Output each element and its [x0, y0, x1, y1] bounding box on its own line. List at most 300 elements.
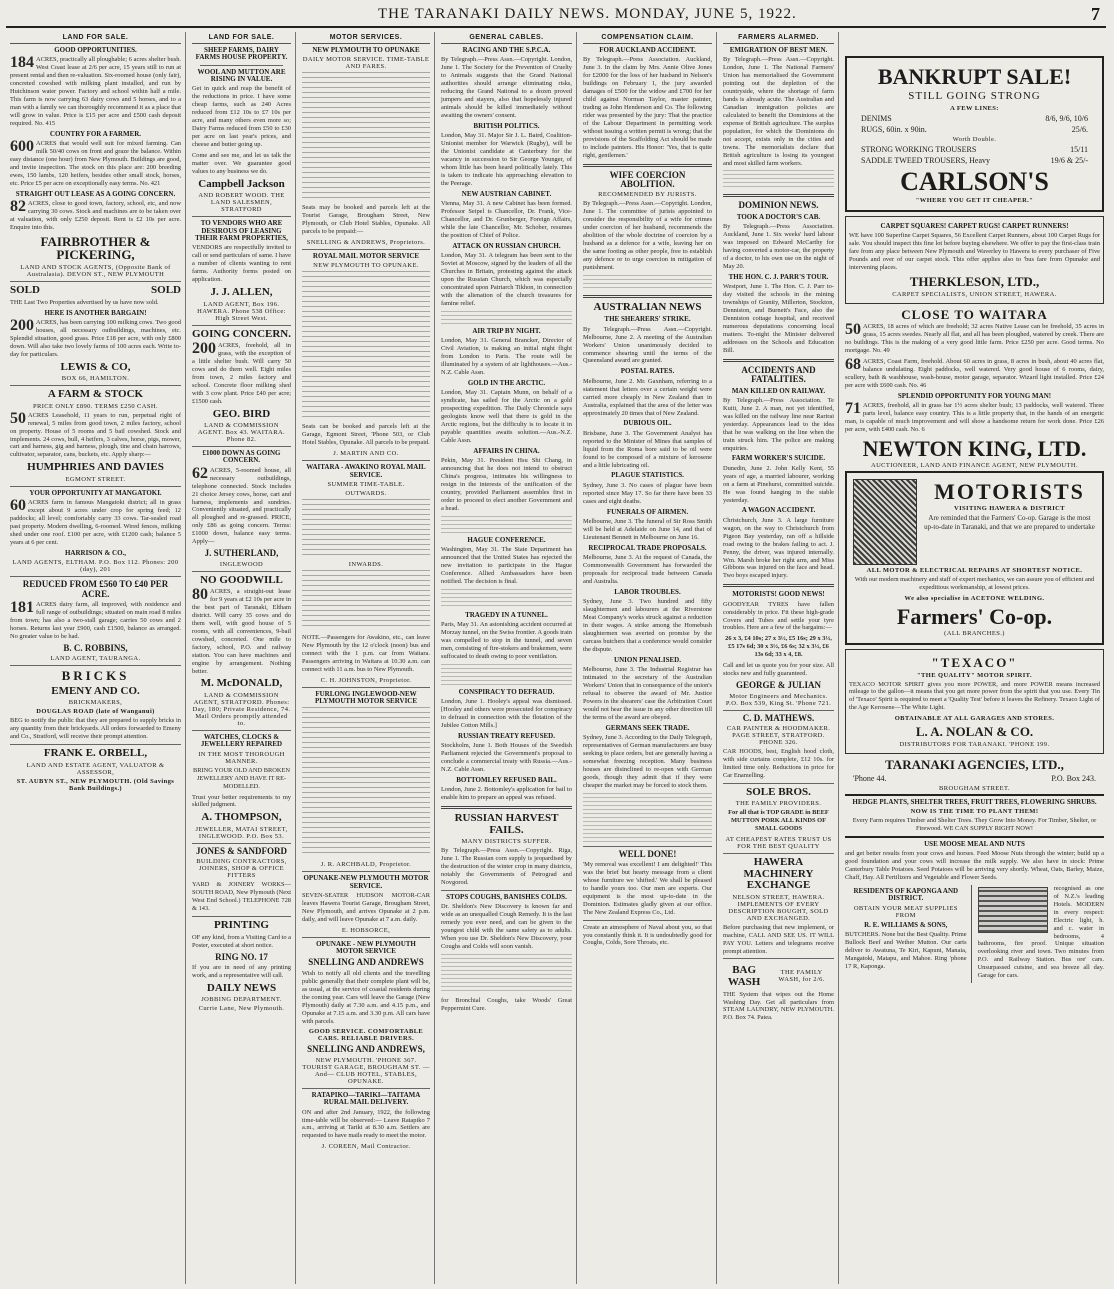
proprietor: J. R. ARCHBALD, Proprietor.: [320, 861, 412, 869]
divider: [302, 460, 430, 461]
page-number: 7: [1091, 4, 1100, 24]
divider: [192, 325, 291, 326]
ad-subheading: (ALL BRANCHES.): [944, 629, 1005, 637]
acreage-number: 68: [845, 356, 861, 373]
bottom-ads-row: [845, 885, 1104, 983]
article-text: By Telegraph.—Press Assn.—Copyright. London, June 1. The committee of jurists appointed to consider the responsibility of a wife for crimes under coercion of her husband, recommends the abolition of the whole doctrine of coercion by a husband as a defence for a wife, leaving her on the same footing as other people, free to establish any defence or to urge coercion in mitigation of punishment.: [583, 200, 712, 271]
agent-name: J. SUTHERLAND,: [204, 548, 279, 559]
ad-heading: MOTORISTS! GOOD NEWS!: [732, 590, 825, 599]
agent-name: HUMPHRIES AND DAVIES: [27, 461, 164, 474]
article-continuation: [583, 275, 712, 291]
price-note: Worth Double.: [952, 135, 997, 143]
ad-heading: STOPS COUGHS, BANISHES COLDS.: [446, 892, 567, 901]
agent-address: CAR PAINTER & HOODMAKER. PAGE STREET, STRATFORD. PHONE 326.: [726, 724, 831, 746]
article-text: Melbourne, June 3. At the request of Canada, the Commonwealth Government has forwarded the proposals for reciprocal trade between Canada and Australia.: [583, 554, 712, 585]
ad-text: NOTE.—Passengers for Awakino, etc., can leave New Plymouth by the 12 o'clock (noon) bus and connect with the 1 p.m. car from Waitara. Passengers arriving in Waitara at 10.30 a.m. can connect with 11 a.m. bus to New Plymouth.: [302, 633, 430, 673]
column-land-for-sale-2: [188, 32, 296, 1284]
article-heading: TOOK A DOCTOR'S CAB.: [736, 212, 821, 221]
article-text: By Telegraph.—Press Association. Te Kuiti, June 2. A man, not yet identified, was killed on the railway line near Rarirai yesterday. Appearances lead to the idea that he was walking on the line when the train struck him. The police are making enquiries.: [723, 396, 834, 452]
agent-name: A. THOMPSON,: [201, 811, 282, 824]
acreage-number: 600: [10, 138, 34, 156]
agent-name: SNELLING AND ANDREWS,: [307, 1044, 425, 1055]
article-heading: WIFE COERCION ABOLITION.: [609, 169, 686, 189]
ad-heading: YOUR OPPORTUNITY AT MANGATOKI.: [29, 488, 162, 497]
ad-text: 'My removal was excellent! I am delighted!' This was the brief but hearty message from a client whose furniture we 'shifted.' We shall be pleased to handle yours too. Our men are experts. Our equipment is the most up-to-date in the Dominion. Estimates gladly given at our office. The New Zealand Express Co., Ltd.: [583, 861, 712, 916]
agent-name: FAIRBROTHER & PICKERING,: [40, 233, 151, 263]
ad-text: THE System that wipes out the Home Washing Day. Get all particulars from STEAM LAUNDRY, NEW PLYMOUTH. P.O. Box 74. Patea.: [723, 990, 834, 1022]
ad-heading: GOOD OPPORTUNITIES.: [54, 46, 137, 54]
article-text: London, June 2. Bottomley's application for bail to enable him to prepare an appeal was refused.: [441, 786, 572, 802]
divider: [583, 295, 712, 298]
divider: [10, 665, 181, 666]
article-text: Washington, May 31. The State Department has announced that the United States has rejected the new invitation to participate in the Hague Conference. Allied Ambassadors have been notified. The decision is final.: [441, 545, 572, 585]
ad-heading: SNELLING AND ANDREWS: [308, 957, 424, 968]
agent-address: LAND AGENT, Box 196. HAWERA. Phone 538 Office: High Street West.: [197, 300, 286, 322]
agent-address: DISTRIBUTORS FOR TARANAKI. 'PHONE 199.: [899, 740, 1050, 748]
article-text: Sydney, June 3. According to the Daily Telegraph, representatives of German manufacturers are busy seeking to place orders, but are generally having a somewhat freezing reception. Many business houses are disinclined to re-open with German goods, though they admit that if they were cheaper the market may be forced to stock them.: [583, 734, 712, 789]
ad-heading: GOING CONCERN.: [192, 327, 292, 340]
ad-heading: "TEXACO": [931, 654, 1018, 670]
ad-subheading: SUMMER TIME-TABLE.: [327, 480, 405, 488]
ad-heading: HEDGE PLANTS, SHELTER TREES, FRUIT TREES, FLOWERING SHRUBS.: [852, 797, 1097, 806]
acreage-number: 50: [10, 409, 26, 427]
article-heading: NEW AUSTRIAN CABINET.: [461, 189, 552, 198]
divider: [10, 486, 181, 487]
divider: [192, 216, 291, 217]
bag-wash-banner: [723, 962, 834, 990]
divider: [192, 916, 291, 917]
article-heading: A WAGON ACCIDENT.: [741, 506, 816, 515]
agent-trade: LAND AND ESTATE AGENT, VALUATOR & ASSESSOR,: [26, 761, 165, 776]
ad-heading: WOOL AND MUTTON ARE RISING IN VALUE.: [197, 67, 286, 84]
agent-name: M. McDONALD,: [200, 677, 283, 690]
ad-subheading: GOOD SERVICE. COMFORTABLE CARS. RELIABLE DRIVERS.: [308, 1028, 424, 1043]
divider: [723, 783, 834, 784]
article-heading: THE SHEARERS' STRIKE.: [604, 315, 691, 324]
divider: [583, 164, 712, 167]
article-text: Dunedin, June 2. John Kelly Kent, 55 years of age, a married labourer, working on a farm at Pinehurst, committed suicide. He was found hanging in the stable yesterday.: [723, 464, 834, 504]
ad-heading: RESIDENTS OF KAPONGA AND DISTRICT.: [853, 886, 959, 903]
article-heading: AFFAIRS IN CHINA.: [473, 446, 540, 455]
agent-address: INGLEWOOD: [219, 560, 264, 568]
column-compensation-australian: [579, 32, 717, 1284]
ad-heading: HERE IS ANOTHER BARGAIN!: [44, 308, 147, 317]
agent-name: C. D. MATHEWS.: [742, 712, 815, 723]
ad-heading: RING NO. 17: [215, 951, 268, 962]
agent-address: BOX 66, HAMILTON.: [61, 375, 130, 383]
ad-text: TEXACO MOTOR SPIRIT gives you more POWER, and more POWER means increased mileage to the gallon—it means that you get more power from the spirit that you use. Every Tin of 'Texaco' Spirit is required to meet a 'Quality Test' before it leaves the Refinery. Texaco Light of the Age Kerosene—The White Light.: [849, 680, 1100, 712]
article-heading: ATTACK ON RUSSIAN CHURCH.: [452, 241, 561, 250]
divider: [723, 958, 834, 959]
divider: [302, 1088, 430, 1089]
agent-trade: BUILDING CONTRACTORS, JOINERS, SHOP & OFFICE FITTERS: [196, 858, 287, 880]
article-heading: LABOR TROUBLES.: [614, 587, 681, 596]
ad-text: Get in quick and reap the benefit of the reductions in price. I have some cheap farms, such as 240 Acres reduced from £12 10s to £7 10s per acre, and many others even more so; Dairy Farms reduced from £50 to £30 per acre on last year's prices, and cheese and butter going up.: [192, 85, 291, 148]
article-continuation: [441, 664, 572, 686]
article-heading: RACING AND THE S.P.C.A.: [462, 46, 551, 54]
article-heading: UNION PENALISED.: [614, 655, 681, 664]
divider: [10, 576, 181, 577]
price-row: DENIMS 8/6, 9/6, 10/6: [861, 113, 1088, 123]
timetable: [302, 271, 430, 419]
agent-name: J. J. ALLEN,: [210, 285, 273, 298]
divider: [302, 249, 430, 250]
acreage-number: 200: [192, 340, 216, 358]
column-header: LAND FOR SALE.: [10, 32, 181, 44]
article-heading: DOMINION NEWS.: [738, 200, 819, 211]
agent-name: TARANAKI AGENCIES, LTD.,: [885, 756, 1064, 772]
ad-heading: NO GOODWILL: [200, 573, 283, 586]
newspaper-title: THE TARANAKI DAILY NEWS. MONDAY, JUNE 5, 1922.: [378, 6, 797, 22]
article-heading: TRAGEDY IN A TUNNEL.: [465, 610, 548, 619]
divider: [723, 194, 834, 197]
article-heading: RECIPROCAL TRADE PROPOSALS.: [588, 543, 707, 552]
agent-address: NEW PLYMOUTH. 'PHONE 367. TOURIST GARAGE, BROUGHAM ST. —And— CLUB HOTEL, STABLES, OPUNAKE.: [302, 1056, 430, 1085]
agent-name: LEWIS & CO,: [60, 360, 131, 373]
agent-name: Campbell Jackson: [198, 177, 285, 190]
column-header: COMPENSATION CLAIM.: [583, 32, 712, 44]
column-farmers-dominion: [719, 32, 839, 1284]
article-heading: FARM WORKER'S SUICIDE.: [731, 454, 826, 463]
article-heading: DUBIOUS OIL.: [623, 419, 672, 428]
article-heading: GERMANS SEEK TRADE.: [605, 723, 690, 732]
article-text: London, May 31. Captain Munn, on behalf of a syndicate, has sailed for the Arctic on a gold prospecting expedition. The Daily Chronicle says geologists know well that there is gold in the Arctic regions, but the difficulty is to locate it in payable quantities awaits solution.—Aus.-N.Z. Cable Assn.: [441, 389, 572, 444]
ad-text: BEG to notify the public that they are prepared to supply bricks in any quantity from their brickyards. All orders forwarded to Emeny and Co., Stratford, will receive their prompt attention.: [10, 717, 181, 741]
ad-subheading: INWARDS.: [348, 560, 384, 568]
column-header: LAND FOR SALE.: [192, 32, 291, 44]
article-text: By Telegraph.—Press Assn.—Copyright. Riga, June 1. The Russian corn supply is jeopardised by the destruction of the winter crop in many districts, notably the Governments of Petrograd and Novgorod.: [441, 847, 572, 886]
ad-subheading: A FEW LINES:: [950, 104, 999, 112]
ad-text: 68 ACRES, Coast Farm, freehold. About 60 acres in grass, 8 acres in bush, about 40 acres flat, balance undulating. Eight paddocks, well watered. Very good house of 6 rooms, dairy, scullery, bath & washhouse, wash-house, motor garage, separator. Wizard light installed. Price £24 per acre with £600 cash. No. 46: [845, 356, 1104, 389]
divider: [200, 65, 283, 66]
article-heading: FOR AUCKLAND ACCIDENT.: [599, 46, 696, 54]
article-text: Melbourne, June 2. Mr. Gaxnham, referring to a statement that letters over a certain weight were carried more cheaply in New Zealand than in Australia, explained that the area of the letter was approximately 20 times that of New Zealand.: [583, 377, 712, 417]
divider: [192, 571, 291, 572]
ad-text: Are reminded that the Farmers' Co-op. Garage is the most up-to-date in Taranaki, and that we are prepared to undertake: [924, 514, 1095, 531]
price-row: RUGS, 60in. x 90in. 25/6.: [861, 124, 1088, 134]
ad-heading: SHEEP FARMS, DAIRY FARMS HOUSE PROPERTY.: [195, 46, 288, 62]
ad-text: 82 ACRES, close to good town, factory, school, etc, and now carrying 30 cows. Stock and machines are to be taken over at valuation, with only £250 deposit. Rent is £2 10s per acre. Enquire into this.: [10, 198, 181, 231]
ad-subheading: THE FAMILY PROVIDERS.: [735, 800, 822, 808]
agent-address: LAND AGENT, TAURANGA.: [50, 655, 141, 663]
proprietor: C. H. JOHNSTON, Proprietor.: [320, 676, 412, 684]
ad-subheading: STILL GOING STRONG: [908, 90, 1041, 103]
hotel-ad: [978, 885, 1104, 983]
ad-text: SEVEN-SEATER HUDSON MOTOR-CAR leaves Hawera Tourist Garage, Brougham Street, New Plymouth, and arrives Opunake at 2 p.m. daily, and will leave Opunake at 7 a.m. daily.: [302, 892, 430, 923]
ad-text: VENDORS are respectfully invited to call or send particulars of same. I have a number of clients wanting to rent farms. Authority forms posted on application.: [192, 244, 291, 284]
ad-text: GOODYEAR TYRES have fallen considerably in price. Fit these high-grade Covers and Tubes and settle your tyre troubles. Here are a few of the bargains:—: [723, 600, 834, 632]
agent-address: LAND AND STOCK AGENTS, (Opposite Bank of Australasia). DEVON ST., NEW PLYMOUTH: [20, 264, 171, 279]
article-text: Melbourne, June 3. The funeral of Sir Ross Smith will be held at Adelaide on June 14, and that of Lieutenant Bennett in Melbourne on June 16.: [583, 517, 712, 541]
article-heading: HAGUE CONFERENCE.: [467, 535, 546, 544]
ad-heading: CLOSE TO WAITARA: [901, 306, 1048, 322]
article-heading: THE HON. C. J. PARR'S TOUR.: [728, 272, 829, 281]
divider: [583, 846, 712, 847]
ad-subheading: IN THE MOST THOROUGH MANNER.: [198, 750, 285, 765]
ad-text: ON and after 2nd January, 1922, the following time-table will be observed:— Leave Ratapiko 7 a.m., arriving at Tariki at 8.30 a.m. Settlers are requested to have mails ready to meet the motor.: [302, 1108, 430, 1140]
store-name: CARLSON'S: [900, 166, 1049, 196]
ad-heading: WAITARA - AWAKINO ROYAL MAIL SERVICE.: [306, 463, 426, 479]
agent-name: SOLE BROS.: [746, 785, 811, 798]
article-text: Pekin, May 31. President Hsu Shi Chang, in announcing that he does not intend to obstruct China's progress, intimates his willingness to resign in the interests of the unification of the country, provided Parliament assembles first in order to proceed to elect another Government and a head.: [441, 456, 572, 512]
timetable: [302, 499, 430, 557]
divider: [10, 385, 181, 386]
article-text: Paris, May 31. An astonishing accident occurred at Morzay tunnel, on the Swiss frontier. A goods train was compelled to stop in the tunnel, and seven men, consisting of fire-stokers and brakemen, were suffocated to death owing to poor ventilation.: [441, 620, 572, 660]
ad-text: Before purchasing that new implement, or machine, CALL AND SEE US. IT WILL PAY YOU. Letters and telegrams receive prompt attention.: [723, 923, 834, 955]
ad-text: Dr. Sheldon's New Discovery is known far and wide as an unequalled Cough Remedy. It is the last remedy you ever need, and can be given to the youngest child with the same safety as to adults. When you use Dr. Sheldon's New Discovery, your Coughs and Colds will soon vanish.: [441, 903, 572, 950]
ad-address: Currie Lane, New Plymouth.: [198, 1005, 285, 1013]
store-name: Farmers' Co-op.: [896, 603, 1053, 629]
article-subheading: RECOMMENDED BY JURISTS.: [598, 191, 697, 199]
article-heading: EMIGRATION OF BEST MEN.: [729, 46, 828, 54]
acreage-number: 82: [10, 198, 26, 216]
divider: [302, 871, 430, 872]
article-text: Brisbane, June 3. The Government Analyst has reported to the Minister of Mines that samples of liquid from the Roma bore said to be oil were found to be composed of a mixture of kerosene and a little lubricating oil.: [583, 429, 712, 469]
divider: [10, 281, 181, 282]
agent-address: AUCTIONEER, LAND AND FINANCE AGENT, NEW PLYMOUTH.: [870, 461, 1079, 469]
ad-text: 181 ACRES dairy farm, all improved, with residence and full range of outbuildings; situated on main road 8 miles from town; has also a two-stall garage; carries 50 cows and 2 horses. Returns last year £900, cash £1500, balance as arranged. No greater value to be had.: [10, 599, 181, 640]
article-text: By Telegraph.—Press Association. Auckland, June 1. Six weeks' hard labour was imposed on Edward McCarthy for having converted a motor-car, the property of a doctor, to his own use on the night of May 20.: [723, 223, 834, 270]
ad-heading: ROYAL MAIL MOTOR SERVICE: [312, 252, 420, 261]
article-heading: MAN KILLED ON RAILWAY.: [731, 386, 826, 395]
store-slogan: "WHERE YOU GET IT CHEAPER.": [915, 196, 1034, 204]
agent-name: B. C. ROBBINS,: [63, 642, 128, 653]
article-text: London, May 31. General Brancker, Director of Civil Aviation, is making an initial night flight from London to Paris. The route will be illuminated by a system of air lighthouses.—Aus.-N.Z. Cable Assn.: [441, 337, 572, 376]
acreage-number: 80: [192, 586, 208, 604]
texaco-ad: [845, 649, 1104, 754]
ad-continuation: [441, 954, 572, 994]
ad-subheading: NOW IS THE TIME TO PLANT THEM!: [910, 807, 1039, 815]
article-heading: GOLD IN THE ARCTIC.: [467, 378, 546, 387]
ad-text: With our modern machinery and staff of expert mechanics, we can assure you of efficient and expeditious workmanship, at lowest prices.: [854, 575, 1095, 591]
article-text: Melbourne, June 3. The Industrial Registrar has intimated to the secretary of the Australian Workers' Union that in consequence of the union's refusal to observe the award of Mr. Justice Powers in the shearers' case the Arbitration Court would not hear the issue in any other direction till the terms of the award are obeyed.: [583, 666, 712, 721]
agent-name: FRANK E. ORBELL,: [43, 747, 148, 760]
article-text: London, June 1. Hooley's appeal was dismissed. [Hooley and others were prosecuted for conspiracy to defraud in connection with the flotation of the Jubilee Cotton Mills.]: [441, 697, 572, 729]
acreage-number: 200: [10, 316, 34, 334]
ad-subheading: OBTAINABLE AT ALL GARAGES AND STORES.: [894, 715, 1055, 723]
divider: [192, 446, 291, 447]
article-text: By Telegraph.—Press Assn.—Copyright. London, June 1. The Society for the Prevention of Cruelty to Animals suggests that the Grand National authorities should arrange eliminating risks, reducing the Grand National to a dozen proved jumpers and stayers, also that hopelessly injured animals should be killed immediately without awaiting the owners' consent.: [441, 56, 572, 119]
ad-heading: OPUNAKE-NEW PLYMOUTH MOTOR SERVICE.: [303, 874, 429, 890]
ad-text: Seats can be booked and parcels left at the Garage, Egmont Street, 'Phone 503, or Club Hotel Stables, Opunake. All parcels to be prepaid.: [302, 423, 430, 447]
ad-text: YARD & JOINERY WORKS— SOUTH ROAD, New Plymouth (Next West End School.) TELEPHONE 728 & 143.: [192, 881, 291, 913]
ad-text: Trust your better requirements to my skilled judgment.: [192, 793, 291, 809]
ad-text: For all that is TOP GRADE in BEEF MUTTON PORK ALL KINDS OF SMALL GOODS: [728, 809, 829, 833]
column-header: FARMERS ALARMED.: [723, 32, 834, 44]
article-continuation: [441, 589, 572, 609]
ad-heading: FURLONG INGLEWOOD-NEW PLYMOUTH MOTOR SERVICE: [314, 689, 418, 705]
divider: [723, 710, 834, 711]
proprietor: E. HOBSORCE,: [341, 926, 391, 934]
ad-text: 80 ACRES, a straight-out lease for 9 years at £2 10s per acre in the best part of Taranaki, Eltham district. Will carry 35 cows and do them well, with good house of 5 rooms, with all conveniences, 9-bail cowshed, concreted. One mile to factory, school, P.O. and railway station. You can have machines and engine by arrangement. Nothing better.: [192, 586, 291, 675]
agent-address: ST. AUBYN ST., NEW PLYMOUTH. (Old Savings Bank Buildings.): [16, 777, 175, 792]
ad-heading: OPUNAKE - NEW PLYMOUTH MOTOR SERVICE: [316, 939, 416, 956]
ad-text: Every Farm requires Timber and Shelter Trees. They Grow Into Money. For Timber, Shelter, or Firewood. WE CAN SUPPLY RIGHT NOW!: [852, 816, 1097, 832]
divider: [723, 853, 834, 854]
ad-heading: SPLENDID OPPORTUNITY FOR YOUNG MAN!: [897, 391, 1052, 400]
acreage-number: 181: [10, 599, 34, 617]
price-row: SADDLE TWEED TROUSERS, Heavy 19/6 & 25/-: [861, 155, 1088, 165]
divider: [302, 687, 430, 688]
article-text: By Telegraph.—Press Assn.—Copyright. Melbourne, June 2. A meeting of the Australian Workers' Union unanimously decided to commence shearing until the terms of the Queensland award are granted.: [583, 325, 712, 365]
agent-name: GEORGE & JULIAN: [735, 680, 821, 691]
masthead: [6, 4, 1106, 28]
article-text: London, May 31. Major Sir J. L. Baird, Coalition-Unionist member for Warwick (Rugby), will be the Unionist candidate at Canterbury for the vacancy in succession to Sir George Younger, of whom little has been heard politically lately. This is taken to indicate his approaching elevation to the Peerage.: [441, 132, 572, 187]
ad-subheading: VISITING HAWERA & DISTRICT: [954, 505, 1065, 513]
ad-price-list: 26 x 3, £4 10s; 27 x 3½, £5 16s; 29 x 3½, £5 17s 6d; 30 x 3½, £6 6s; 32 x 3½, £6 13s 6d; 33 x 4, £8.: [725, 635, 832, 659]
agent-name: L. A. NOLAN & CO.: [915, 724, 1034, 740]
agent-address: CARPET SPECIALISTS, UNION STREET, HAWERA.: [892, 290, 1057, 298]
article-text: Christchurch, June 3. A large furniture wagon, on the way to Christchurch from Pigeon Bay yesterday, ran off a hillside road owing to the brakes failing to act. J. Penny, the driver, was injured internally. Wm. Marsh broke her right arm, and Miss Gibbons was injured on the face and head. Two boys escaped injury.: [723, 516, 834, 580]
ad-text: 184 ACRES, practically all ploughable; 6 acres shelter bush. West Coast lease at 2/6 per acre, 15 years still to run at present rental and then re-valuation. Six-roomed house (only fair), concreted cowshed with milking plant installed, and run by Hutchinson water power. Factory and school within half a mile. This farm is now carrying 63 dairy cows and 5 horses, and to a man with a family we can thoroughly recommend it as a place that will grow in value. Price is £15 per acre and £500 cash deposit required. No. 415: [10, 54, 181, 127]
column-general-cables: [437, 32, 577, 1284]
article-continuation: [723, 170, 834, 190]
agent-address: AND ROBERT WOOD. THE LAND SALESMEN, STRATFORD: [198, 192, 285, 214]
ad-heading: CARPET SQUARES! CARPET RUGS! CARPET RUNNERS!: [880, 221, 1069, 230]
article-continuation: [441, 311, 572, 325]
ad-heading: BANKRUPT SALE!: [877, 64, 1072, 89]
timetable: [302, 707, 430, 857]
price-row: STRONG WORKING TROUSERS 15/11: [861, 144, 1088, 154]
column-land-for-sale-1: [6, 32, 186, 1284]
ad-heading: BAG WASH: [727, 964, 761, 989]
column-motor-services: [298, 32, 435, 1284]
ad-text: 60 ACRES farm in famous Mangatoki district; all in grass except about 9 acres under crop for spring feed; 12 paddocks; all level; comfortably carry 33 cows. Tar-sealed road past property. Modern dwelling, 6-roomed. Wired fences, milking shed under one roof. £100 per acre, with £1200 cash; balance 5 years at 6 per cent.: [10, 497, 181, 546]
article-text: By Telegraph.—Press Assn.—Copyright. London, June 1. The National Farmers' Union has memorialised the Government pointing out the depletion of the countryside, where the shortage of farm hands is already acute. The Australian and Canadian immigration policies are calculated to benefit the Dominions at the expense of British agriculture. The surplus population, for which the Dominions do not accept, exists only in the cities and towns. The memorialists declare that British agriculture is losing its youngest and most skilled farm workers.: [723, 56, 834, 167]
ad-heading: STRAIGHT OUT LEASE AS A GOING CONCERN.: [15, 189, 176, 198]
bankrupt-sale-ad: [845, 56, 1104, 212]
ad-subheading: ALL MOTOR & ELECTRICAL REPAIRS AT SHORTEST NOTICE.: [866, 566, 1083, 574]
ad-subheading: NEW PLYMOUTH TO OPUNAKE.: [313, 262, 419, 270]
acreage-number: 184: [10, 54, 34, 72]
article-text: Sydney, June 3. No cases of plague have been reported since May 17. So far there have been 33 cases and eight deaths.: [583, 481, 712, 505]
divider: [441, 890, 572, 891]
ad-text: 50 ACRES, 18 acres of which are freehold; 32 acres Native Lease can be freehold, 35 acres in grass, 15 acres swedes. Nearly all flat, and all has been ploughed, watered by creek. There are no buildings. This is the making of a very good little farm. Price £250 per acre. Good terms. No mortgage. No. 49: [845, 321, 1104, 355]
ad-heading: WATCHES, CLOCKS & JEWELLERY REPAIRED: [200, 733, 283, 749]
ad-text: BRING YOUR OLD AND BROKEN JEWELLERY AND HAVE IT RE-MODELLED.: [192, 766, 291, 790]
agent-trade: BRICKMAKERS,: [68, 699, 123, 707]
column-header: GENERAL CABLES.: [441, 32, 572, 44]
agent-address: DOUGLAS ROAD (late of Wanganui): [36, 708, 155, 716]
divider: [192, 843, 291, 844]
ad-text: Call and let us quote you for your size. All stocks new and fully guaranteed.: [723, 662, 834, 678]
ad-text: 600 ACRES that would well suit for mixed farming. Can milk 50/40 cows on front and graze the balance. Within easy distance (one hour) from New Plymouth. Buildings are good, and invite inspection. The stock on this place are: 200 breeding ewes, 150 lambs, 120 heifers, besides other small stock, horses, etc. Price £5 per acre on exceptionally easy terms. No. 421: [10, 138, 181, 187]
ad-heading: REDUCED FROM £560 TO £40 PER ACRE.: [22, 579, 169, 599]
article-heading: ACCIDENTS AND FATALITIES.: [741, 364, 816, 385]
divider: [441, 806, 572, 809]
divider: [192, 730, 291, 731]
divider: [723, 584, 834, 587]
ad-text: Wish to notify all old clients and the travelling public generally that their complete plant will be, as usual, at the service of coastal residents during the coming year. Cars will leave the Garage (New Plymouth) daily at 7.30 a.m. and 4.15 p.m., and Opunake at 7.15 a.m. and 3.30 p.m. All cars have with parcels.: [302, 969, 430, 1025]
agent-address: LAND AGENTS, ELTHAM. P.O. Box 112. Phones: 200 (day), 201: [12, 559, 179, 574]
ad-text: WE have 100 Superfine Carpet Squares, 56 Excellent Carpet Runners, about 100 Carpet Rugs for sale. You should inspect this fine lot before buying elsewhere. We offer to pay the first-class train fare from any place between New Plymouth and Waverley to Hawera to every purchaser of Five Pounds and over of our carpet stock. This offer applies also to 'bus fare from Opunake and intervening places.: [849, 232, 1100, 272]
article-text: Westport, June 1. The Hon. C. J. Parr to-day visited the schools in the mining townships of Granity, Millerton, Stockton, Denniston, and Burnett's Face, also the Denniston cottage hospital, and received numerous deputations concerning local matters. To-night the Minister delivered addresses on the Schools and Education Bill.: [723, 283, 834, 354]
article-heading: FUNERALS OF AIRMEN.: [606, 507, 689, 516]
article-continuation: [441, 516, 572, 534]
ad-text: 200 ACRES, freehold, all in grass, with the exception of a little shelter bush. Will carry 50 cows and do them well. Eight miles from town, 2 miles factory and school. Concrete floor milking shed with 3 cow plant. Price £40 per acre; £1500 cash.: [192, 340, 291, 405]
acreage-number: 62: [192, 464, 208, 482]
agent-address: BROUGHAM STREET.: [939, 784, 1010, 792]
ad-heading: PRINTING: [213, 919, 269, 932]
butcher-ad: [845, 885, 972, 983]
article-text: Stockholm, June 1. Both Houses of the Swedish Parliament rejected the Government's proposal to conclude a commercial treaty with Russia.—Aus.-N.Z. Cable Assn.: [441, 742, 572, 773]
ad-text: 50 ACRES Leasehold, 11 years to run, perpetual right of renewal, 5 miles from good town, 2 miles factory, school on property. House of 5 rooms and 5 bail cowshed. Stock and implements. 24 cows, bull, 4 heifers, 3 calves, horse, pigs, mower, cart and harness, gig and harness, plough, tine and chain harrows, cultivator, separator, cans, buckets, etc. Apply sharp:—: [10, 409, 181, 459]
article-heading: CONSPIRACY TO DEFRAUD.: [458, 687, 555, 696]
ad-text: 71 ACRES, freehold, all in grass bar 1½ acres shelter bush; 13 paddocks, well watered. Three parts level, balance easy country. This is a little property that, in the hands of an energetic man, is capable of much improvement and will show a handsome return for work done. Price £26 per acre, with £400 cash. No. 6: [845, 400, 1104, 433]
article-text: Sydney, June 3. Two hundred and fifty slaughtermen and labourers at the Riverstone Meat Company's works struck against a reduction in their wages. A strike among the Homebush slaughtermen was averted on promise by the carcass butchers that a conference would consider the dispute.: [583, 598, 712, 653]
article-heading: PLAGUE STATISTICS.: [611, 471, 684, 480]
ad-heading: DAILY NEWS: [206, 981, 277, 994]
agent-name: HARRISON & CO.,: [64, 548, 127, 557]
ad-subheading: JOBBING DEPARTMENT.: [201, 996, 282, 1004]
ad-heading: MOTORISTS: [934, 478, 1085, 504]
ad-text: BUTCHERS. None but the Best Quality. Prime Bullock Beef and Wether Mutton. Our carts deliver to Awatuna, Te Kiri, Kapuni, Manaia, Mangatoki, Matapu, and Mahoe. Ring 'phone 17 R, Kaponga.: [845, 930, 967, 970]
divider: [845, 836, 1104, 838]
agent-address: LAND & COMMISSION AGENT. Box 43. WAITARA. Phone 82.: [197, 422, 286, 444]
ad-heading: TO VENDORS WHO ARE DESIROUS OF LEASING THEIR FARM PROPERTIES,: [195, 219, 288, 242]
article-heading: RUSSIAN HARVEST FAILS.: [454, 812, 559, 836]
agent-name: GEO. BIRD: [212, 407, 271, 420]
divider: [583, 920, 712, 921]
acreage-number: 60: [10, 497, 26, 515]
article-text: London, May 31. A telegram has been sent to the Soviet at Moscow, signed by the leaders of all the Churches in Britain, protesting against the attack upon the Russian Church, which was especially concentrated upon Patriarch Tikhon, in connection with the alienation of the church treasures for famine relief.: [441, 252, 572, 307]
article-heading: BRITISH POLITICS.: [473, 121, 540, 130]
ad-price: PRICE ONLY £890. TERMS £250 CASH.: [32, 402, 159, 410]
agent-address: NELSON STREET, HAWERA. IMPLEMENTS OF EVERY DESCRIPTION BOUGHT, SOLD AND EXCHANGED.: [728, 893, 829, 922]
ad-heading: COUNTRY FOR A FARMER.: [49, 129, 142, 138]
ad-heading: RATAPIKO—TARIKI—TAITAMA RURAL MAIL DELIVERY.: [311, 1090, 421, 1107]
ad-subheading: AT CHEAPEST RATES TRUST US FOR THE BEST QUALITY: [725, 836, 832, 851]
agent-name: HAWERA MACHINERY EXCHANGE: [743, 856, 814, 892]
motorists-ad: [845, 471, 1104, 645]
ad-subheading: OBTAIN YOUR MEAT SUPPLIES FROM: [853, 904, 958, 919]
agent-name: EMENY AND CO.: [51, 684, 140, 697]
proprietor: J. COREEN, Mail Contractor.: [321, 1143, 411, 1151]
ad-subheading: DAILY MOTOR SERVICE. TIME-TABLE AND FARES.: [302, 56, 430, 71]
carpet-ad: [845, 216, 1104, 304]
column-header: MOTOR SERVICES.: [302, 32, 430, 44]
ad-heading: WELL DONE!: [618, 848, 677, 859]
timetable: [302, 570, 430, 630]
hotel-illustration: [978, 887, 1048, 933]
divider: [10, 744, 181, 745]
article-heading: RUSSIAN TREATY REFUSED.: [458, 731, 555, 740]
ad-subheading: We also specialise in ACETONE WELDING.: [904, 594, 1045, 602]
acreage-number: 71: [845, 400, 861, 418]
article-subheading: MANY DISTRICTS SUFFER.: [461, 838, 552, 846]
ad-subheading: THE FAMILY WASH, for 2/6.: [778, 968, 825, 983]
ad-text: 62 ACRES, 5-roomed house, all necessary outbuildings, telephone connected. Stock includes 21 choice Jersey cows, horse, cart and harness, implements and sundries. Conveniently situated, and practically all ploughed and re-grassed. PRICE, only £86 as going concern. Terms: £1000 down, balance easy terms. Apply—: [192, 464, 291, 546]
ad-text: and get better results from your cows and horses. Feed Moose Nuts through the winter; build up a good foundation and your cows will increase the milk supply. We also have in stock: Prime Canterbury Table Potatoes. Seed Potatoes will be arriving very shortly. Wheat, Oats, Barley, Maize, Chaff, Hay. All Fertilizers and Vegetable and Flower Seeds.: [845, 850, 1104, 881]
proprietor: J. MARTIN AND CO.: [333, 450, 399, 458]
ad-text: Seats may be booked and parcels left at the Tourist Garage, Brougham Street, New Plymouth, or Club Hotel Stables, Opunake. All parcels to be prepaid:—: [302, 204, 430, 236]
ad-text: recognised as one of N.Z.'s leading Hotels. MODERN in every respect: Electric light, h. and c. water in bedrooms, 4 bathrooms, fire proof. Unique situation overlooking river and town. Two minutes from P.O. and Railway Station. Bus ore' cars. Unsurpassed cuisine, and sea breeze all day. Garage for cars.: [977, 884, 1104, 980]
agent-address: EGMONT STREET.: [65, 475, 126, 483]
agent-name: R. E. WILLIAMS & SONS,: [864, 920, 948, 929]
ad-heading: BRICKS: [61, 668, 130, 684]
acreage-number: 50: [845, 321, 861, 339]
article-heading: BOTTOMLEY REFUSED BAIL.: [456, 775, 557, 784]
ad-text: THE Last Two Properties advertised by us have now sold.: [10, 298, 159, 306]
ad-text: for Bronchial Coughs, take Woods' Great Peppermint Cure.: [441, 996, 572, 1012]
agent-address: LAND & COMMISSION AGENT, STRATFORD. Phones: Day, 180; Private Residence, 74. Mail Orders promptly attended to.: [192, 692, 291, 727]
ad-text: OF any kind, from a Visiting Card to a Poster, executed at short notice.: [192, 933, 291, 949]
ad-text: Create an atmosphere of Naval about you, so that you constantly think it. It is undoubtedly good for Coughs, Colds, Sore Throats, etc.: [583, 923, 712, 947]
ad-subheading: OUTWARDS.: [345, 489, 387, 497]
ad-heading: £1000 DOWN AS GOING CONCERN.: [202, 449, 281, 465]
ad-text: 200 ACRES, has been carrying 100 milking cows. Two good houses, all necessary outbuildings, machines, etc. Splendid situation, good grass. Price £18 per acre, with only £800 down. Will also take two lovely farms of 100 acres each. Write to-day for particulars.: [10, 316, 181, 358]
proprietor: SNELLING & ANDREWS, Proprietors.: [306, 239, 426, 247]
